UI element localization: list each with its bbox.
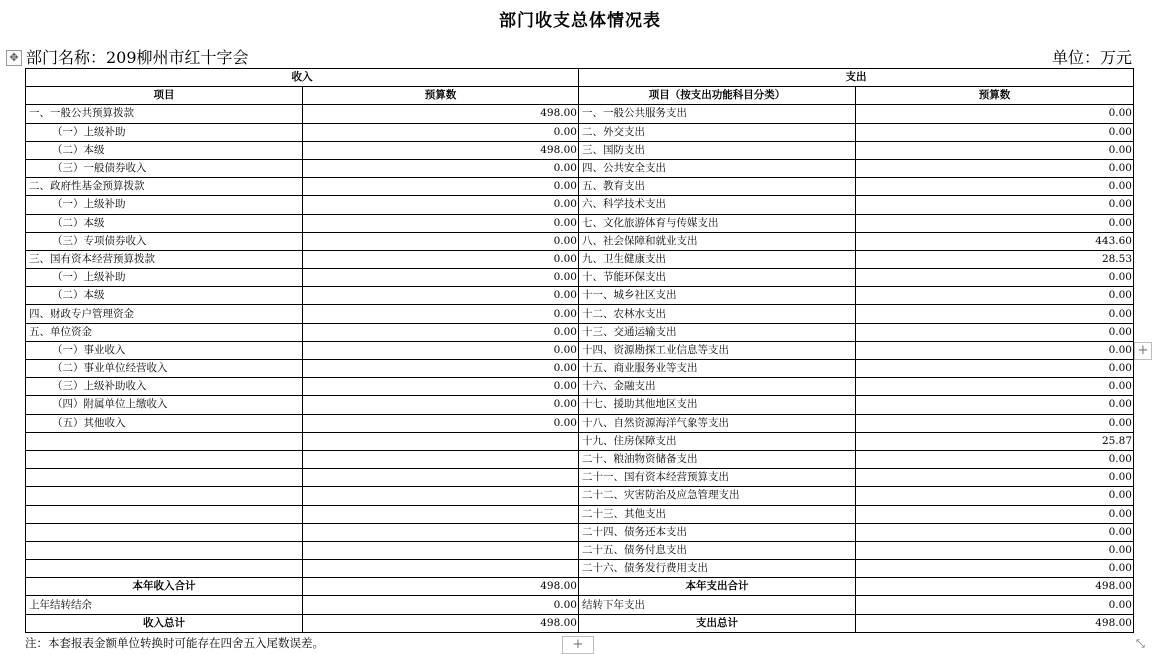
income-value-cell: 0.00	[303, 414, 579, 432]
table-row	[26, 141, 1134, 159]
table-row	[26, 341, 1134, 359]
expense-item-cell: 十三、交通运输支出	[579, 323, 856, 341]
expense-value-cell: 0.00	[856, 105, 1134, 123]
income-item-cell: （三）上级补助收入	[26, 378, 303, 396]
table-row	[26, 287, 1134, 305]
expense-value-cell: 443.60	[856, 232, 1134, 250]
table-row	[26, 560, 1134, 578]
income-value-cell	[303, 523, 579, 541]
table-row	[26, 196, 1134, 214]
total-income-value: 498.00	[303, 578, 579, 596]
table-row	[26, 450, 1134, 468]
carry-next-label: 结转下年支出	[579, 596, 856, 614]
income-item-cell: （二）本级	[26, 141, 303, 159]
expense-value-cell: 0.00	[856, 560, 1134, 578]
income-value-cell: 0.00	[303, 396, 579, 414]
expense-item-cell: 十五、商业服务业等支出	[579, 360, 856, 378]
expense-sum-value: 498.00	[856, 614, 1134, 632]
table-move-handle-icon[interactable]: ✥	[6, 50, 22, 66]
carry-next-value: 0.00	[856, 596, 1134, 614]
expense-value-cell: 0.00	[856, 214, 1134, 232]
budget-table	[25, 68, 1134, 633]
expense-budget-header: 预算数	[856, 87, 1134, 105]
table-row	[26, 541, 1134, 559]
table-row	[26, 214, 1134, 232]
income-item-cell	[26, 450, 303, 468]
income-item-cell	[26, 541, 303, 559]
table-row	[26, 178, 1134, 196]
income-value-cell: 498.00	[303, 141, 579, 159]
table-row	[26, 432, 1134, 450]
table-row	[26, 250, 1134, 268]
expense-item-cell: 六、科学技术支出	[579, 196, 856, 214]
income-value-cell	[303, 469, 579, 487]
income-value-cell	[303, 505, 579, 523]
income-item-cell: （四）附属单位上缴收入	[26, 396, 303, 414]
expense-value-cell: 0.00	[856, 396, 1134, 414]
income-budget-header: 预算数	[303, 87, 579, 105]
balance-row	[26, 596, 1134, 614]
income-value-cell: 0.00	[303, 305, 579, 323]
expense-item-cell: 十二、农林水支出	[579, 305, 856, 323]
expense-value-cell: 25.87	[856, 432, 1134, 450]
table-row	[26, 378, 1134, 396]
expense-item-cell: 七、文化旅游体育与传媒支出	[579, 214, 856, 232]
income-value-cell	[303, 450, 579, 468]
income-sum-value: 498.00	[303, 614, 579, 632]
total-row	[26, 578, 1134, 596]
income-item-cell: （一）上级补助	[26, 196, 303, 214]
table-row	[26, 469, 1134, 487]
income-value-cell: 498.00	[303, 105, 579, 123]
income-section-header: 收入	[26, 69, 579, 87]
expense-item-cell: 四、公共安全支出	[579, 159, 856, 177]
expense-value-cell: 0.00	[856, 323, 1134, 341]
income-value-cell: 0.00	[303, 378, 579, 396]
footnote: 注：本套报表金额单位转换时可能存在四舍五入尾数误差。	[25, 636, 324, 650]
income-item-cell: （二）本级	[26, 287, 303, 305]
expense-value-cell: 0.00	[856, 541, 1134, 559]
expense-item-cell: 十、节能环保支出	[579, 269, 856, 287]
total-income-label: 本年收入合计	[26, 578, 303, 596]
income-item-cell: （二）事业单位经营收入	[26, 360, 303, 378]
expense-item-cell: 八、社会保障和就业支出	[579, 232, 856, 250]
income-item-cell	[26, 523, 303, 541]
expense-item-cell: 二十六、债务发行费用支出	[579, 560, 856, 578]
income-item-header: 项目	[26, 87, 303, 105]
add-column-icon[interactable]: +	[1134, 342, 1152, 360]
expense-item-cell: 二十三、其他支出	[579, 505, 856, 523]
table-row	[26, 123, 1134, 141]
table-row	[26, 105, 1134, 123]
expense-item-cell: 二、外交支出	[579, 123, 856, 141]
expense-value-cell: 0.00	[856, 178, 1134, 196]
table-row	[26, 396, 1134, 414]
expense-value-cell: 0.00	[856, 414, 1134, 432]
expense-value-cell: 0.00	[856, 123, 1134, 141]
table-row	[26, 323, 1134, 341]
expense-item-cell: 二十四、债务还本支出	[579, 523, 856, 541]
income-value-cell: 0.00	[303, 360, 579, 378]
income-value-cell	[303, 541, 579, 559]
income-value-cell: 0.00	[303, 232, 579, 250]
expense-section-header: 支出	[579, 69, 1134, 87]
income-item-cell	[26, 469, 303, 487]
income-item-cell: （五）其他收入	[26, 414, 303, 432]
grand-total-row	[26, 614, 1134, 632]
expense-item-cell: 五、教育支出	[579, 178, 856, 196]
total-expense-label: 本年支出合计	[579, 578, 856, 596]
income-sum-label: 收入总计	[26, 614, 303, 632]
prev-balance-label: 上年结转结余	[26, 596, 303, 614]
expense-item-cell: 二十二、灾害防治及应急管理支出	[579, 487, 856, 505]
expense-value-cell: 0.00	[856, 523, 1134, 541]
expense-item-cell: 二十五、债务付息支出	[579, 541, 856, 559]
expense-sum-label: 支出总计	[579, 614, 856, 632]
expense-item-cell: 十一、城乡社区支出	[579, 287, 856, 305]
income-item-cell: （三）专项债券收入	[26, 232, 303, 250]
expense-item-cell: 九、卫生健康支出	[579, 250, 856, 268]
expense-item-cell: 十八、自然资源海洋气象等支出	[579, 414, 856, 432]
income-value-cell	[303, 560, 579, 578]
income-value-cell: 0.00	[303, 178, 579, 196]
income-item-cell	[26, 505, 303, 523]
expense-item-cell: 十四、资源勘探工业信息等支出	[579, 341, 856, 359]
add-row-icon[interactable]: +	[562, 636, 594, 654]
expense-item-cell: 十七、援助其他地区支出	[579, 396, 856, 414]
table-row	[26, 487, 1134, 505]
table-row	[26, 360, 1134, 378]
income-item-cell: （三）一般债券收入	[26, 159, 303, 177]
income-value-cell: 0.00	[303, 214, 579, 232]
expense-value-cell: 0.00	[856, 159, 1134, 177]
income-item-cell: （二）本级	[26, 214, 303, 232]
resize-handle-icon[interactable]: ⤡	[1136, 637, 1145, 650]
column-header-row	[26, 87, 1134, 105]
income-item-cell: 五、单位资金	[26, 323, 303, 341]
income-item-cell: （一）上级补助	[26, 123, 303, 141]
expense-item-cell: 十九、住房保障支出	[579, 432, 856, 450]
expense-value-cell: 0.00	[856, 305, 1134, 323]
income-value-cell: 0.00	[303, 250, 579, 268]
income-item-cell: 三、国有资本经营预算拨款	[26, 250, 303, 268]
income-value-cell: 0.00	[303, 323, 579, 341]
expense-value-cell: 0.00	[856, 378, 1134, 396]
expense-value-cell: 0.00	[856, 269, 1134, 287]
expense-value-cell: 0.00	[856, 196, 1134, 214]
income-value-cell: 0.00	[303, 196, 579, 214]
table-row	[26, 269, 1134, 287]
expense-value-cell: 0.00	[856, 141, 1134, 159]
table-row	[26, 305, 1134, 323]
expense-item-cell: 一、一般公共服务支出	[579, 105, 856, 123]
table-row	[26, 159, 1134, 177]
expense-value-cell: 0.00	[856, 487, 1134, 505]
table-row	[26, 523, 1134, 541]
expense-item-cell: 二十、粮油物资储备支出	[579, 450, 856, 468]
income-value-cell: 0.00	[303, 287, 579, 305]
total-expense-value: 498.00	[856, 578, 1134, 596]
expense-value-cell: 0.00	[856, 505, 1134, 523]
section-header-row	[26, 69, 1134, 87]
income-item-cell	[26, 560, 303, 578]
table-row	[26, 232, 1134, 250]
unit-label: 单位：万元	[1051, 48, 1132, 67]
expense-item-header: 项目（按支出功能科目分类）	[579, 87, 856, 105]
expense-value-cell: 0.00	[856, 341, 1134, 359]
expense-value-cell: 0.00	[856, 287, 1134, 305]
expense-value-cell: 28.53	[856, 250, 1134, 268]
income-value-cell: 0.00	[303, 123, 579, 141]
prev-balance-value: 0.00	[303, 596, 579, 614]
income-value-cell: 0.00	[303, 341, 579, 359]
income-item-cell	[26, 432, 303, 450]
table-row	[26, 505, 1134, 523]
income-item-cell	[26, 487, 303, 505]
income-value-cell	[303, 487, 579, 505]
table-row	[26, 414, 1134, 432]
income-item-cell: （一）上级补助	[26, 269, 303, 287]
income-value-cell	[303, 432, 579, 450]
expense-value-cell: 0.00	[856, 360, 1134, 378]
page-title: 部门收支总体情况表	[499, 11, 661, 31]
income-item-cell: 一、一般公共预算拨款	[26, 105, 303, 123]
income-item-cell: 四、财政专户管理资金	[26, 305, 303, 323]
expense-item-cell: 十六、金融支出	[579, 378, 856, 396]
expense-item-cell: 三、国防支出	[579, 141, 856, 159]
expense-value-cell: 0.00	[856, 450, 1134, 468]
income-item-cell: （一）事业收入	[26, 341, 303, 359]
income-value-cell: 0.00	[303, 159, 579, 177]
income-item-cell: 二、政府性基金预算拨款	[26, 178, 303, 196]
department-name: 部门名称：209柳州市红十字会	[26, 48, 249, 67]
expense-value-cell: 0.00	[856, 469, 1134, 487]
expense-item-cell: 二十一、国有资本经营预算支出	[579, 469, 856, 487]
income-value-cell: 0.00	[303, 269, 579, 287]
